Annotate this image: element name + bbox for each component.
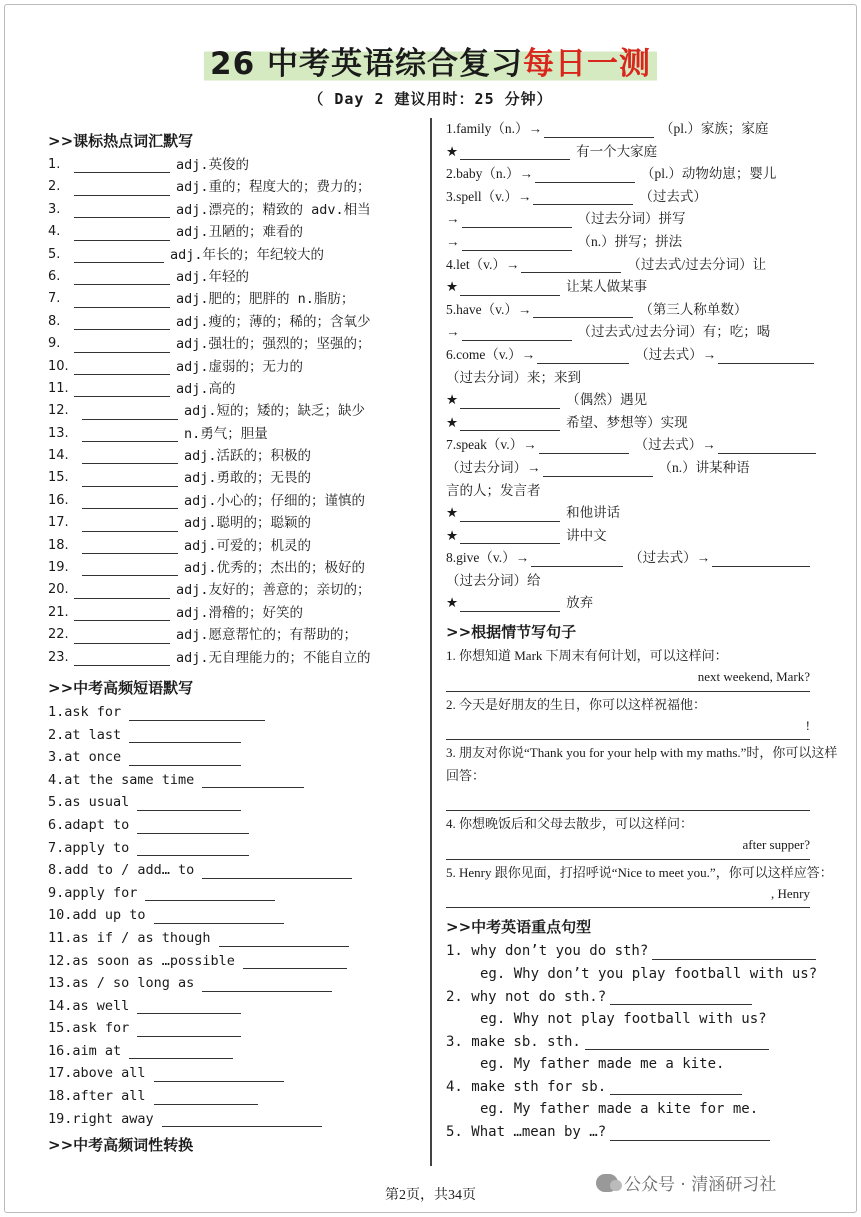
pattern-text: 2. why not do sth.? bbox=[446, 988, 607, 1005]
answer-blank[interactable] bbox=[82, 539, 178, 554]
item-meaning: adj.勇敢的；无畏的 bbox=[184, 470, 312, 487]
phrase-item bbox=[48, 1040, 424, 1063]
sentence-item bbox=[446, 813, 838, 860]
vocab-item bbox=[48, 244, 424, 266]
form-text: （pl.）动物幼崽；婴儿 bbox=[641, 166, 777, 182]
answer-blank[interactable] bbox=[74, 226, 170, 241]
phrase-item bbox=[48, 972, 424, 995]
phrase-item bbox=[48, 1062, 424, 1085]
form-text: 1.family（n.）→ bbox=[446, 121, 542, 136]
answer-blank[interactable] bbox=[460, 529, 560, 544]
item-meaning: adj.重的；程度大的；费力的； bbox=[176, 179, 371, 196]
word-form-item bbox=[446, 502, 838, 525]
answer-blank[interactable] bbox=[531, 552, 623, 567]
phrase-text: 13.as / so long as bbox=[48, 975, 195, 992]
vocab-item bbox=[48, 266, 424, 288]
phrase-text: 14.as well bbox=[48, 997, 130, 1014]
answer-blank[interactable] bbox=[462, 213, 572, 228]
form-text: 6.come（v.）→ bbox=[446, 346, 536, 362]
answer-blank[interactable] bbox=[74, 158, 170, 173]
phrase-text: 4.at the same time bbox=[48, 771, 195, 788]
sentence-item bbox=[446, 742, 838, 811]
item-number: 17. bbox=[48, 515, 69, 531]
item-meaning: n.勇气；胆量 bbox=[184, 425, 268, 442]
item-meaning: adj.无自理能力的；不能自立的 bbox=[176, 649, 371, 666]
item-number: 10. bbox=[48, 358, 69, 374]
section-title-patterns: >>中考英语重点句型 bbox=[446, 918, 592, 937]
word-form-item bbox=[446, 344, 838, 367]
form-text: （过去分词）→ bbox=[446, 459, 541, 475]
answer-blank[interactable] bbox=[610, 990, 752, 1005]
item-meaning: adj.年轻的 bbox=[176, 268, 250, 285]
item-number: 4. bbox=[48, 224, 61, 240]
phrase-item bbox=[48, 1017, 424, 1040]
watermark bbox=[596, 1170, 776, 1195]
vocab-item bbox=[48, 467, 424, 489]
pattern-item bbox=[446, 1121, 838, 1144]
phrase-item bbox=[48, 701, 424, 724]
vocab-item bbox=[48, 333, 424, 355]
answer-blank[interactable] bbox=[202, 977, 332, 992]
form-text: （过去式）→ bbox=[634, 437, 716, 453]
answer-blank[interactable] bbox=[537, 349, 629, 364]
vocab-item bbox=[48, 490, 424, 512]
item-meaning: adj.虚弱的；无力的 bbox=[176, 358, 304, 375]
word-form-item bbox=[446, 570, 838, 593]
answer-blank[interactable] bbox=[137, 841, 249, 856]
form-text: （过去式/过去分词）有；吃；喝 bbox=[577, 324, 771, 340]
item-meaning: adj.短的；矮的；缺乏；缺少 bbox=[184, 403, 366, 420]
word-form-item bbox=[446, 208, 838, 231]
form-text: 4.let（v.）→ bbox=[446, 256, 520, 272]
answer-blank[interactable] bbox=[129, 706, 265, 721]
item-number: 11. bbox=[48, 380, 69, 396]
word-form-item bbox=[446, 592, 838, 615]
form-text: （过去式/过去分词）让 bbox=[627, 256, 767, 272]
pattern-item bbox=[446, 1076, 838, 1099]
form-text: （过去式）→ bbox=[635, 346, 717, 362]
section-title-wordforms: >>中考高频词性转换 bbox=[48, 1136, 194, 1155]
pattern-example: eg. Why not play football with us? bbox=[480, 1011, 767, 1028]
sentence-prompt: 3. 朋友对你说“Thank you for your help with my maths.”时，你可以这样回答： bbox=[446, 745, 838, 783]
word-form-item bbox=[446, 389, 838, 412]
star-icon: ★ bbox=[446, 392, 459, 408]
form-text: 让某人做某事 bbox=[566, 279, 648, 295]
vocab-item bbox=[48, 512, 424, 534]
phrase-text: 16.aim at bbox=[48, 1042, 122, 1059]
vocab-item bbox=[48, 423, 424, 445]
item-meaning: adj.英俊的 bbox=[176, 156, 250, 173]
answer-blank[interactable] bbox=[145, 886, 275, 901]
answer-blank[interactable] bbox=[718, 439, 816, 454]
word-form-item bbox=[446, 254, 838, 277]
section-title-phrases: >>中考高频短语默写 bbox=[48, 678, 194, 697]
answer-blank[interactable] bbox=[137, 1022, 241, 1037]
item-meaning: adj.年长的；年纪较大的 bbox=[170, 246, 325, 263]
answer-blank[interactable] bbox=[74, 181, 170, 196]
phrase-item bbox=[48, 791, 424, 814]
vocab-item bbox=[48, 221, 424, 243]
phrase-text: 12.as soon as …possible bbox=[48, 952, 235, 969]
pattern-example: eg. My father made a kite for me. bbox=[480, 1101, 759, 1118]
item-meaning: adj.滑稽的；好笑的 bbox=[176, 604, 304, 621]
form-text: （过去式）→ bbox=[629, 550, 711, 566]
form-text: 和他讲话 bbox=[566, 505, 621, 521]
word-form-item bbox=[446, 141, 838, 164]
answer-blank[interactable] bbox=[718, 349, 814, 364]
form-text: （第三人称单数） bbox=[639, 301, 748, 317]
answer-blank[interactable] bbox=[533, 190, 633, 205]
answer-blank[interactable] bbox=[82, 405, 178, 420]
answer-blank[interactable] bbox=[82, 427, 178, 442]
word-form-item bbox=[446, 231, 838, 254]
answer-blank[interactable] bbox=[74, 606, 170, 621]
item-number: 13. bbox=[48, 425, 69, 441]
vocab-item bbox=[48, 176, 424, 198]
item-meaning: adj.小心的；仔细的；谨慎的 bbox=[184, 492, 366, 509]
form-text: 放弃 bbox=[566, 595, 594, 611]
wechat-icon bbox=[596, 1174, 618, 1192]
item-meaning: adj.漂亮的；精致的 adv.相当 bbox=[176, 201, 371, 218]
sentence-list bbox=[446, 645, 838, 908]
phrase-item bbox=[48, 927, 424, 950]
pattern-text: 3. make sb. sth. bbox=[446, 1033, 581, 1050]
vocab-item bbox=[48, 378, 424, 400]
phrase-item bbox=[48, 746, 424, 769]
item-number: 7. bbox=[48, 291, 61, 307]
answer-blank[interactable] bbox=[460, 597, 560, 612]
form-text: 7.speak（v.）→ bbox=[446, 437, 537, 453]
phrase-text: 18.after all bbox=[48, 1088, 146, 1105]
phrase-item bbox=[48, 1108, 424, 1131]
title-block bbox=[0, 38, 861, 83]
phrase-text: 5.as usual bbox=[48, 794, 130, 811]
sentence-prompt: 4. 你想晚饭后和父母去散步，可以这样问： bbox=[446, 816, 694, 832]
phrase-item bbox=[48, 1085, 424, 1108]
phrase-text: 7.apply to bbox=[48, 839, 130, 856]
vocab-item bbox=[48, 199, 424, 221]
pattern-text: 4. make sth for sb. bbox=[446, 1078, 607, 1095]
column-divider bbox=[430, 118, 432, 1166]
answer-blank[interactable] bbox=[535, 168, 635, 183]
pattern-list bbox=[446, 940, 838, 1143]
item-number: 20. bbox=[48, 582, 69, 598]
answer-blank[interactable] bbox=[544, 123, 654, 138]
answer-blank[interactable] bbox=[243, 954, 347, 969]
word-form-item bbox=[446, 321, 838, 344]
item-number: 23. bbox=[48, 649, 69, 665]
phrase-item bbox=[48, 837, 424, 860]
answer-blank[interactable] bbox=[202, 864, 352, 879]
form-text: 5.have（v.）→ bbox=[446, 301, 532, 317]
phrase-text: 6.adapt to bbox=[48, 816, 130, 833]
star-icon: ★ bbox=[446, 505, 459, 521]
star-icon: ★ bbox=[446, 527, 459, 543]
form-text: （过去分词）给 bbox=[446, 572, 541, 588]
title-highlight: 每日一测 bbox=[522, 46, 651, 82]
phrase-item bbox=[48, 950, 424, 973]
star-icon: ★ bbox=[446, 279, 459, 295]
phrase-item bbox=[48, 724, 424, 747]
answer-blank[interactable] bbox=[129, 1044, 233, 1059]
answer-blank[interactable] bbox=[533, 303, 633, 318]
answer-blank[interactable] bbox=[74, 248, 164, 263]
item-meaning: adj.高的 bbox=[176, 380, 236, 397]
item-meaning: adj.优秀的；杰出的；极好的 bbox=[184, 560, 366, 577]
word-form-item bbox=[446, 412, 838, 435]
sentence-tail: ! bbox=[804, 715, 810, 737]
phrase-text: 11.as if / as though bbox=[48, 929, 211, 946]
answer-line[interactable] bbox=[446, 789, 810, 811]
phrase-text: 15.ask for bbox=[48, 1020, 130, 1037]
form-text: 有一个大家庭 bbox=[576, 143, 658, 159]
item-meaning: adj.活跃的；积极的 bbox=[184, 448, 312, 465]
answer-blank[interactable] bbox=[74, 293, 170, 308]
answer-blank[interactable] bbox=[460, 394, 560, 409]
item-meaning: adj.可爱的；机灵的 bbox=[184, 537, 312, 554]
vocab-item bbox=[48, 445, 424, 467]
answer-blank[interactable] bbox=[82, 517, 178, 532]
section-title-vocab: >>课标热点词汇默写 bbox=[48, 132, 194, 150]
form-text: 讲中文 bbox=[566, 527, 607, 543]
form-text: 言的人；发言者 bbox=[446, 482, 541, 498]
answer-blank[interactable] bbox=[74, 584, 170, 599]
sentence-prompt: 1. 你想知道 Mark 下周末有何计划，可以这样问： bbox=[446, 648, 728, 664]
vocab-item bbox=[48, 288, 424, 310]
vocab-item bbox=[48, 602, 424, 624]
pattern-item bbox=[446, 1031, 838, 1054]
form-text: 8.give（v.）→ bbox=[446, 550, 530, 566]
form-text: （n.）拼写；拼法 bbox=[577, 233, 683, 249]
answer-blank[interactable] bbox=[137, 999, 241, 1014]
word-form-item bbox=[446, 457, 838, 480]
word-form-item bbox=[446, 367, 838, 390]
item-number: 6. bbox=[48, 268, 61, 284]
form-text: 3.spell（v.）→ bbox=[446, 188, 532, 204]
item-number: 19. bbox=[48, 560, 69, 576]
vocab-list bbox=[48, 154, 424, 669]
right-column bbox=[446, 118, 838, 1144]
answer-blank[interactable] bbox=[460, 507, 560, 522]
form-text: → bbox=[446, 211, 460, 227]
answer-blank[interactable] bbox=[585, 1035, 769, 1050]
sentence-item bbox=[446, 694, 838, 741]
form-text: （偶然）遇见 bbox=[566, 392, 648, 408]
phrase-item bbox=[48, 882, 424, 905]
vocab-item bbox=[48, 356, 424, 378]
item-meaning: adj.友好的；善意的；亲切的； bbox=[176, 582, 371, 599]
form-text: → bbox=[446, 324, 460, 340]
answer-blank[interactable] bbox=[82, 561, 178, 576]
answer-blank[interactable] bbox=[74, 315, 170, 330]
answer-blank[interactable] bbox=[154, 1067, 284, 1082]
item-number: 1. bbox=[48, 156, 61, 172]
phrase-text: 2.at last bbox=[48, 726, 122, 743]
item-number: 14. bbox=[48, 448, 69, 464]
phrase-text: 3.at once bbox=[48, 749, 122, 766]
title-main: 26 中考英语综合复习 bbox=[210, 46, 523, 82]
vocab-item bbox=[48, 647, 424, 669]
item-number: 5. bbox=[48, 246, 61, 262]
sentence-item bbox=[446, 645, 838, 692]
form-text: （pl.）家族；家庭 bbox=[660, 121, 769, 136]
answer-blank[interactable] bbox=[539, 439, 629, 454]
answer-blank[interactable] bbox=[129, 751, 241, 766]
item-number: 9. bbox=[48, 336, 61, 352]
page-title bbox=[204, 38, 657, 83]
item-meaning: adj.愿意帮忙的；有帮助的； bbox=[176, 627, 358, 644]
vocab-item bbox=[48, 557, 424, 579]
phrase-text: 10.add up to bbox=[48, 907, 146, 924]
sentence-tail: , Henry bbox=[769, 883, 810, 905]
answer-line[interactable] bbox=[446, 886, 810, 908]
answer-blank[interactable] bbox=[129, 728, 241, 743]
page-number: 第2页，共34页 bbox=[385, 1188, 476, 1203]
phrase-item bbox=[48, 995, 424, 1018]
phrase-text: 19.right away bbox=[48, 1110, 154, 1127]
answer-blank[interactable] bbox=[74, 629, 170, 644]
star-icon: ★ bbox=[446, 595, 459, 611]
word-form-item bbox=[446, 276, 838, 299]
item-meaning: adj.强壮的；强烈的；坚强的； bbox=[176, 336, 371, 353]
word-form-item bbox=[446, 186, 838, 209]
phrase-list bbox=[48, 701, 424, 1130]
item-number: 21. bbox=[48, 604, 69, 620]
answer-blank[interactable] bbox=[74, 651, 170, 666]
form-text: 2.baby（n.）→ bbox=[446, 166, 533, 182]
item-number: 18. bbox=[48, 537, 69, 553]
subtitle: （ Day 2 建议用时：25 分钟） bbox=[308, 90, 553, 108]
answer-blank[interactable] bbox=[74, 338, 170, 353]
answer-blank[interactable] bbox=[137, 819, 249, 834]
form-text: → bbox=[446, 233, 460, 249]
sentence-item bbox=[446, 862, 838, 909]
vocab-item bbox=[48, 579, 424, 601]
answer-blank[interactable] bbox=[154, 1090, 258, 1105]
phrase-item bbox=[48, 859, 424, 882]
sentence-tail: next weekend, Mark? bbox=[696, 666, 810, 688]
answer-blank[interactable] bbox=[219, 932, 349, 947]
phrase-text: 17.above all bbox=[48, 1065, 146, 1082]
pattern-text: 5. What …mean by …? bbox=[446, 1124, 607, 1141]
word-form-item bbox=[446, 434, 838, 457]
item-number: 12. bbox=[48, 403, 69, 419]
answer-blank[interactable] bbox=[462, 326, 572, 341]
form-text: （过去分词）来；来到 bbox=[446, 369, 581, 385]
answer-blank[interactable] bbox=[652, 945, 816, 960]
answer-blank[interactable] bbox=[543, 462, 653, 477]
answer-blank[interactable] bbox=[74, 360, 170, 375]
star-icon: ★ bbox=[446, 414, 459, 430]
answer-blank[interactable] bbox=[202, 773, 304, 788]
left-column bbox=[48, 128, 424, 1158]
answer-blank[interactable] bbox=[460, 416, 560, 431]
answer-line[interactable] bbox=[446, 837, 810, 859]
answer-blank[interactable] bbox=[712, 552, 810, 567]
answer-blank[interactable] bbox=[460, 281, 560, 296]
phrase-item bbox=[48, 814, 424, 837]
answer-line[interactable] bbox=[446, 718, 810, 740]
pattern-item bbox=[446, 940, 838, 963]
item-number: 2. bbox=[48, 179, 61, 195]
answer-blank[interactable] bbox=[610, 1126, 770, 1141]
pattern-example: eg. Why don’t you play football with us? bbox=[480, 965, 818, 982]
item-meaning: adj.丑陋的；难看的 bbox=[176, 224, 304, 241]
item-meaning: adj.瘦的；薄的；稀的；含氧少 bbox=[176, 313, 371, 330]
answer-blank[interactable] bbox=[521, 258, 621, 273]
answer-blank[interactable] bbox=[82, 449, 178, 464]
watermark-text: 公众号 · 清涵研习社 bbox=[624, 1175, 777, 1195]
answer-blank[interactable] bbox=[462, 236, 572, 251]
sentence-tail: after supper? bbox=[741, 834, 811, 856]
item-meaning: adj.聪明的；聪颖的 bbox=[184, 515, 312, 532]
word-form-item bbox=[446, 547, 838, 570]
phrase-item bbox=[48, 769, 424, 792]
word-form-item bbox=[446, 480, 838, 503]
answer-blank[interactable] bbox=[137, 796, 241, 811]
form-text: （过去式） bbox=[639, 188, 707, 204]
item-number: 15. bbox=[48, 470, 69, 486]
answer-blank[interactable] bbox=[610, 1080, 742, 1095]
word-forms-list bbox=[446, 118, 838, 615]
answer-blank[interactable] bbox=[162, 1112, 322, 1127]
answer-line[interactable] bbox=[446, 669, 810, 691]
pattern-item bbox=[446, 986, 838, 1009]
item-meaning: adj.肥的；肥胖的 n.脂肪； bbox=[176, 291, 355, 308]
sentence-prompt: 5. Henry 跟你见面，打招呼说“Nice to meet you.”，你可以这样应答： bbox=[446, 864, 833, 880]
form-text: （n.）讲某种语 bbox=[658, 459, 750, 475]
vocab-item bbox=[48, 624, 424, 646]
pattern-text: 1. why don’t you do sth? bbox=[446, 943, 649, 960]
pattern-example: eg. My father made me a kite. bbox=[480, 1056, 725, 1073]
answer-blank[interactable] bbox=[154, 909, 284, 924]
star-icon: ★ bbox=[446, 143, 459, 159]
form-text: 希望、梦想等）实现 bbox=[566, 414, 688, 430]
item-number: 16. bbox=[48, 492, 69, 508]
phrase-item bbox=[48, 904, 424, 927]
phrase-text: 8.add to / add… to bbox=[48, 862, 195, 879]
phrase-text: 9.apply for bbox=[48, 884, 138, 901]
word-form-item bbox=[446, 299, 838, 322]
answer-blank[interactable] bbox=[74, 203, 170, 218]
section-title-sentences: >>根据情节写句子 bbox=[446, 623, 577, 642]
word-form-item bbox=[446, 525, 838, 548]
vocab-item bbox=[48, 154, 424, 176]
answer-blank[interactable] bbox=[460, 145, 570, 160]
item-number: 8. bbox=[48, 313, 61, 329]
form-text: （过去分词）拼写 bbox=[577, 211, 686, 227]
item-number: 22. bbox=[48, 627, 69, 643]
word-form-item bbox=[446, 118, 838, 141]
vocab-item bbox=[48, 400, 424, 422]
word-form-item bbox=[446, 163, 838, 186]
item-number: 3. bbox=[48, 201, 61, 217]
answer-blank[interactable] bbox=[82, 472, 178, 487]
sentence-prompt: 2. 今天是好朋友的生日，你可以这样祝福他： bbox=[446, 696, 707, 712]
answer-blank[interactable] bbox=[74, 382, 170, 397]
vocab-item bbox=[48, 311, 424, 333]
vocab-item bbox=[48, 535, 424, 557]
phrase-text: 1.ask for bbox=[48, 703, 122, 720]
answer-blank[interactable] bbox=[82, 494, 178, 509]
answer-blank[interactable] bbox=[74, 270, 170, 285]
